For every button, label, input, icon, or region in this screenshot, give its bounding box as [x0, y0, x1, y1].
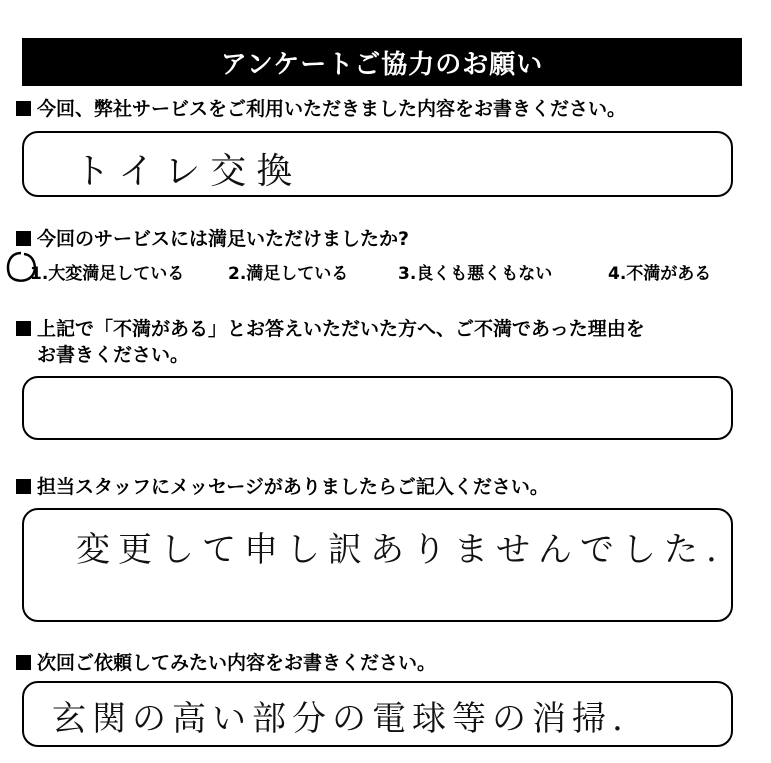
- question-3: [16, 316, 645, 368]
- question-5-label: 次回ご依頼してみたい内容をお書きください。: [37, 652, 437, 674]
- question-4: [16, 474, 549, 500]
- question-3-label: 上記で「不満がある」とお答えいただいた方へ、ご不満であった理由を お書きください。: [37, 318, 645, 366]
- option-2: 2.満足している: [228, 264, 349, 284]
- question-2-label: 今回のサービスには満足いただけましたか?: [37, 228, 410, 250]
- question-1-label: 今回、弊社サービスをご利用いただきました内容をお書きください。: [37, 98, 627, 120]
- bullet-square-icon: [16, 101, 31, 116]
- answer-box-1: [22, 131, 733, 197]
- question-5: [16, 650, 436, 676]
- satisfaction-options: [16, 257, 736, 285]
- option-3: 3.良くも悪くもない: [398, 264, 553, 284]
- answer-box-3: [22, 376, 733, 440]
- answer-4-handwriting: 変更して申し訳ありませんでした.: [76, 530, 725, 570]
- option-4: 4.不満がある: [608, 264, 712, 284]
- question-4-label: 担当スタッフにメッセージがありましたらご記入ください。: [37, 476, 549, 498]
- survey-title: アンケートご協力のお願い: [22, 38, 742, 86]
- option-1: 1.大変満足している: [30, 264, 185, 284]
- answer-box-5: [22, 681, 733, 747]
- answer-5-handwriting: 玄関の高い部分の電球等の消掃.: [52, 699, 629, 739]
- question-1: [16, 96, 626, 122]
- bullet-square-icon: [16, 479, 31, 494]
- answer-1-handwriting: トイレ交換: [74, 151, 303, 192]
- bullet-square-icon: [16, 321, 31, 336]
- bullet-square-icon: [16, 655, 31, 670]
- bullet-square-icon: [16, 231, 31, 246]
- question-2: [16, 226, 409, 252]
- answer-box-4: [22, 508, 733, 622]
